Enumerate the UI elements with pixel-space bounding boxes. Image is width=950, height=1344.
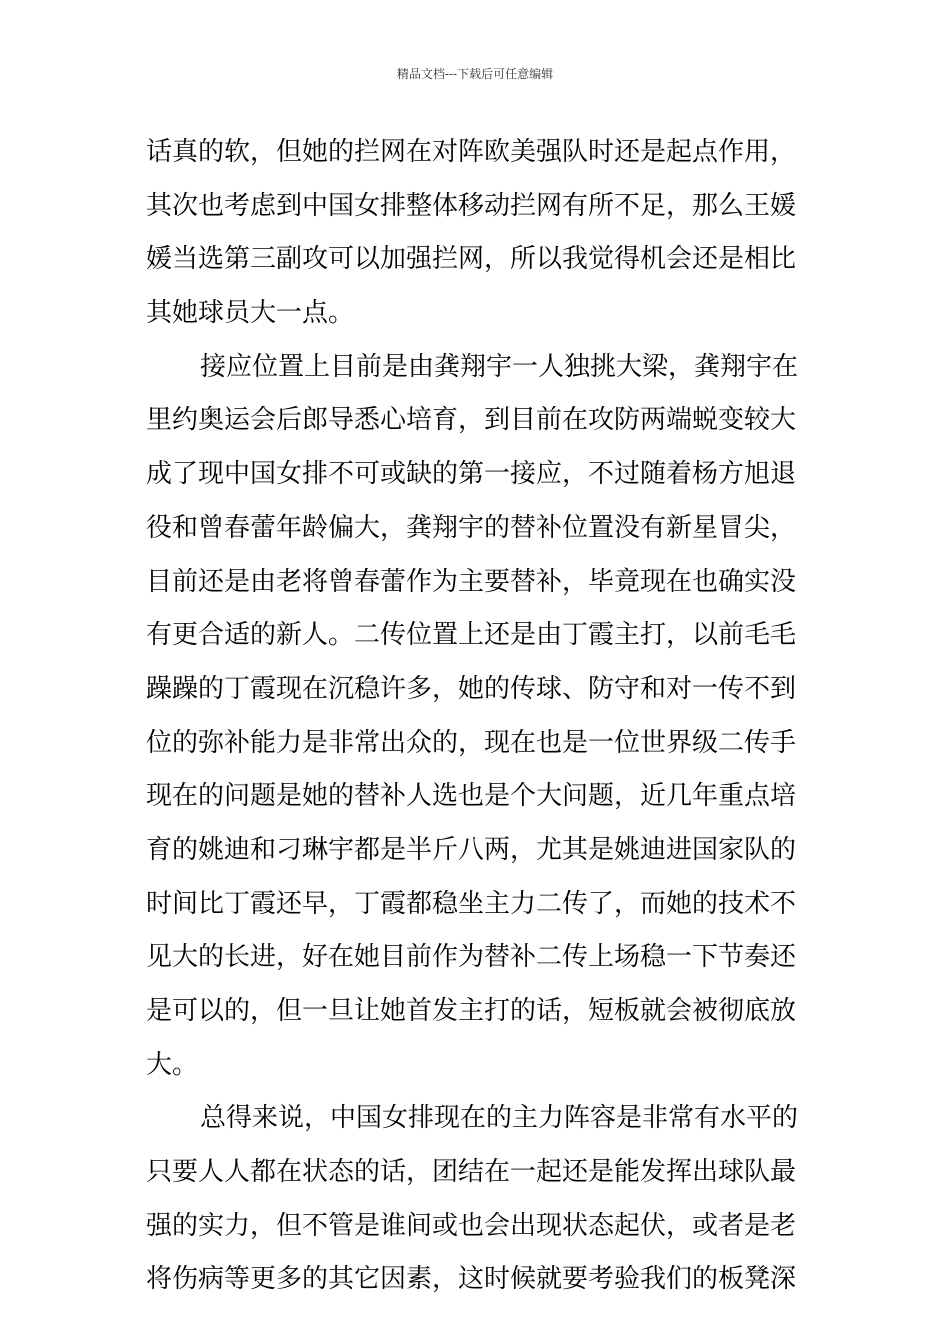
text-line: 是可以的，但一旦让她首发主打的话，短板就会被彻底放 (146, 996, 797, 1026)
text-line: 躁躁的丁霞现在沉稳许多，她的传球、防守和对一传不到 (146, 673, 797, 704)
text-line: 接应位置上目前是由龚翔宇一人独挑大梁，龚翔宇在 (200, 351, 799, 382)
text-line: 媛当选第三副攻可以加强拦网，所以我觉得机会还是相比 (146, 244, 797, 275)
text-line: 只要人人都在状态的话，团结在一起还是能发挥出球队最 (146, 1157, 797, 1188)
text-line: 目前还是由老将曾春蕾作为主要替补，毕竟现在也确实没 (146, 566, 797, 597)
text-line: 将伤病等更多的其它因素，这时候就要考验我们的板凳深 (146, 1264, 797, 1295)
paragraph-2 (146, 341, 816, 1093)
text-line: 有更合适的新人。二传位置上还是由丁霞主打，以前毛毛 (146, 620, 797, 651)
text-line: 强的实力，但不管是谁间或也会出现状态起伏，或者是老 (146, 1210, 797, 1241)
text-line: 里约奥运会后郎导悉心培育，到目前在攻防两端蜕变较大 (146, 405, 797, 436)
text-line: 其次也考虑到中国女排整体移动拦网有所不足，那么王媛 (146, 190, 797, 221)
text-line: 役和曾春蕾年龄偏大，龚翔宇的替补位置没有新星冒尖， (146, 512, 797, 543)
document-body (146, 126, 816, 1307)
text-line: 其她球员大一点。 (146, 298, 355, 329)
page-header: 精品文档---下载后可任意编辑 (396, 67, 554, 81)
text-line: 现在的问题是她的替补人选也是个大问题，近几年重点培 (146, 781, 797, 812)
text-line: 见大的长进，好在她目前作为替补二传上场稳一下节奏还 (146, 942, 797, 973)
paragraph-1 (146, 126, 816, 341)
text-line: 话真的软，但她的拦网在对阵欧美强队时还是起点作用， (146, 137, 797, 167)
text-line: 时间比丁霞还早，丁霞都稳坐主力二传了，而她的技术不 (146, 888, 797, 919)
paragraph-3 (146, 1092, 816, 1307)
text-line: 育的姚迪和刁琳宇都是半斤八两，尤其是姚迪进国家队的 (146, 834, 797, 865)
text-line: 位的弥补能力是非常出众的，现在也是一位世界级二传手 (146, 727, 797, 758)
text-line: 总得来说，中国女排现在的主力阵容是非常有水平的 (200, 1103, 799, 1134)
text-line: 成了现中国女排不可或缺的第一接应，不过随着杨方旭退 (146, 459, 797, 490)
text-line: 大。 (146, 1049, 199, 1080)
